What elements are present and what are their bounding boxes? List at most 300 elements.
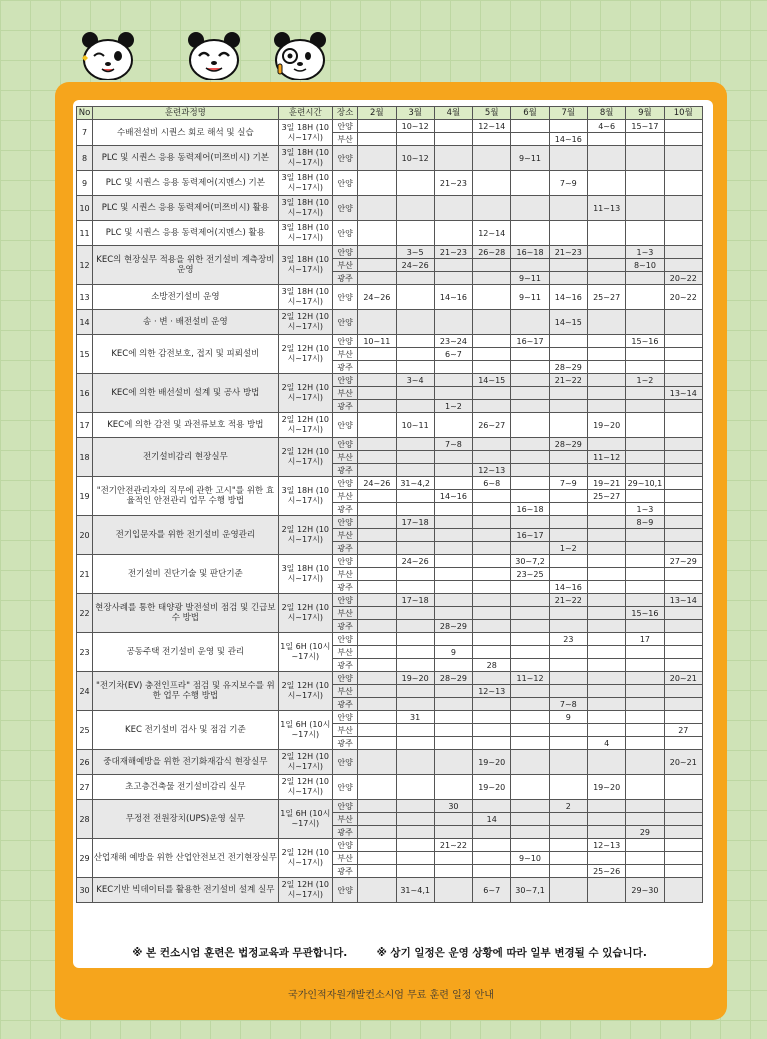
date-cell [358, 272, 396, 285]
date-cell: 19~20 [473, 775, 511, 800]
course-title: 송 · 변 · 배전설비 운영 [93, 310, 278, 335]
date-cell [434, 685, 472, 698]
date-cell: 3~5 [396, 246, 434, 259]
date-cell: 6~7 [473, 878, 511, 903]
table-row [77, 413, 703, 438]
date-cell [396, 221, 434, 246]
date-cell: 28~29 [434, 620, 472, 633]
date-cell [587, 581, 625, 594]
course-number: 17 [77, 413, 93, 438]
date-cell: 6~7 [434, 348, 472, 361]
course-title: PLC 및 시퀀스 응용 동력제어(미쯔비시) 기본 [93, 146, 278, 171]
date-cell: 23 [549, 633, 587, 646]
date-cell [396, 133, 434, 146]
course-number: 9 [77, 171, 93, 196]
date-cell: 29~30 [626, 878, 664, 903]
date-cell [358, 438, 396, 451]
table-row [77, 374, 703, 387]
course-hours: 3일 18H (10시~17시) [278, 477, 332, 516]
date-cell [626, 711, 664, 724]
date-cell: 20~21 [664, 672, 702, 685]
location-cell: 안양 [333, 477, 358, 490]
date-cell [664, 698, 702, 711]
date-cell: 8~9 [626, 516, 664, 529]
date-cell [358, 490, 396, 503]
course-title: 소방전기설비 운영 [93, 285, 278, 310]
table-row [77, 800, 703, 813]
date-cell [358, 374, 396, 387]
date-cell [434, 737, 472, 750]
table-body [77, 120, 703, 903]
table-row [77, 672, 703, 685]
date-cell [434, 659, 472, 672]
date-cell [587, 400, 625, 413]
course-title: "전기안전관리자의 직무에 관한 고시"를 위한 효율적인 안전관리 업무 수행 방법 [93, 477, 278, 516]
date-cell [358, 171, 396, 196]
smiling-panda-icon [186, 28, 242, 80]
date-cell [587, 711, 625, 724]
date-cell [587, 685, 625, 698]
date-cell [473, 146, 511, 171]
date-cell: 20~22 [664, 272, 702, 285]
date-cell [473, 310, 511, 335]
course-title: "전기차(EV) 충전인프라" 점검 및 유지보수를 위한 업무 수행 방법 [93, 672, 278, 711]
table-row [77, 171, 703, 196]
course-number: 11 [77, 221, 93, 246]
date-cell [396, 800, 434, 813]
date-cell [549, 272, 587, 285]
date-cell [511, 361, 549, 374]
course-number: 20 [77, 516, 93, 555]
date-cell: 10~12 [396, 120, 434, 133]
location-cell: 광주 [333, 503, 358, 516]
column-header: 6월 [511, 107, 549, 120]
location-cell: 부산 [333, 387, 358, 400]
date-cell [358, 451, 396, 464]
date-cell [511, 490, 549, 503]
date-cell [664, 839, 702, 852]
table-row [77, 285, 703, 310]
date-cell [511, 477, 549, 490]
table-header-row [77, 107, 703, 120]
date-cell: 21~23 [434, 171, 472, 196]
training-schedule-table [76, 106, 703, 903]
date-cell [511, 348, 549, 361]
date-cell [664, 503, 702, 516]
column-header: 9월 [626, 107, 664, 120]
date-cell: 14~16 [434, 285, 472, 310]
date-cell [434, 477, 472, 490]
date-cell [434, 581, 472, 594]
date-cell [549, 826, 587, 839]
date-cell [626, 594, 664, 607]
date-cell [549, 221, 587, 246]
date-cell [511, 698, 549, 711]
date-cell [358, 133, 396, 146]
date-cell: 27~29 [664, 555, 702, 568]
date-cell: 15~16 [626, 607, 664, 620]
date-cell [664, 361, 702, 374]
course-number: 8 [77, 146, 93, 171]
date-cell [626, 659, 664, 672]
date-cell [358, 310, 396, 335]
date-cell: 28~29 [434, 672, 472, 685]
course-number: 13 [77, 285, 93, 310]
location-cell: 안양 [333, 146, 358, 171]
date-cell [626, 865, 664, 878]
location-cell: 안양 [333, 196, 358, 221]
date-cell [664, 516, 702, 529]
date-cell [434, 865, 472, 878]
date-cell [664, 659, 702, 672]
location-cell: 안양 [333, 335, 358, 348]
date-cell [511, 800, 549, 813]
location-cell: 안양 [333, 711, 358, 724]
course-title: KEC기반 빅데이터를 활용한 전기설비 설계 실무 [93, 878, 278, 903]
date-cell [664, 737, 702, 750]
location-cell: 안양 [333, 516, 358, 529]
date-cell [473, 594, 511, 607]
date-cell [587, 310, 625, 335]
table-row [77, 438, 703, 451]
date-cell [473, 581, 511, 594]
date-cell [358, 865, 396, 878]
date-cell [396, 750, 434, 775]
table-row [77, 878, 703, 903]
date-cell [626, 568, 664, 581]
date-cell [664, 246, 702, 259]
date-cell [396, 659, 434, 672]
date-cell [626, 285, 664, 310]
date-cell [473, 133, 511, 146]
date-cell [396, 737, 434, 750]
date-cell [434, 272, 472, 285]
table-row [77, 335, 703, 348]
date-cell [511, 607, 549, 620]
date-cell: 13~14 [664, 387, 702, 400]
location-cell: 광주 [333, 581, 358, 594]
date-cell [511, 775, 549, 800]
date-cell: 24~26 [358, 477, 396, 490]
date-cell [473, 529, 511, 542]
date-cell [473, 490, 511, 503]
date-cell [358, 633, 396, 646]
date-cell [587, 620, 625, 633]
course-title: KEC에 의한 감전보호, 접지 및 피뢰설비 [93, 335, 278, 374]
date-cell [511, 310, 549, 335]
date-cell: 29~10,1 [627, 478, 663, 488]
date-cell [358, 852, 396, 865]
date-cell [396, 387, 434, 400]
date-cell [473, 698, 511, 711]
course-title: 초고층건축물 전기설비감리 실무 [93, 775, 278, 800]
date-cell [396, 285, 434, 310]
table-row [77, 146, 703, 171]
date-cell [434, 878, 472, 903]
table-row [77, 750, 703, 775]
date-cell [358, 581, 396, 594]
date-cell: 12~14 [473, 120, 511, 133]
date-cell [549, 146, 587, 171]
date-cell [511, 542, 549, 555]
date-cell [664, 607, 702, 620]
date-cell: 20~22 [664, 285, 702, 310]
date-cell [434, 146, 472, 171]
date-cell: 31~4,1 [396, 878, 434, 903]
location-cell: 부산 [333, 259, 358, 272]
date-cell: 10~11 [358, 335, 396, 348]
date-cell: 30 [434, 800, 472, 813]
date-cell [511, 711, 549, 724]
date-cell [587, 659, 625, 672]
date-cell [626, 464, 664, 477]
date-cell [396, 826, 434, 839]
date-cell [473, 348, 511, 361]
course-hours: 3일 18H (10시~17시) [278, 146, 332, 171]
date-cell: 12~13 [473, 685, 511, 698]
date-cell: 19~20 [396, 672, 434, 685]
course-hours: 2일 12H (10시~17시) [278, 839, 332, 878]
date-cell [473, 633, 511, 646]
date-cell [664, 800, 702, 813]
date-cell [396, 542, 434, 555]
date-cell [587, 646, 625, 659]
table-row [77, 221, 703, 246]
date-cell [549, 451, 587, 464]
location-cell: 광주 [333, 400, 358, 413]
date-cell [549, 555, 587, 568]
course-hours: 2일 12H (10시~17시) [278, 750, 332, 775]
date-cell [664, 542, 702, 555]
date-cell [664, 171, 702, 196]
location-cell: 안양 [333, 633, 358, 646]
date-cell [511, 413, 549, 438]
date-cell [511, 826, 549, 839]
date-cell: 21~22 [549, 374, 587, 387]
date-cell [473, 568, 511, 581]
date-cell [434, 516, 472, 529]
course-number: 26 [77, 750, 93, 775]
date-cell [549, 196, 587, 221]
date-cell [396, 581, 434, 594]
date-cell [473, 555, 511, 568]
date-cell: 26~27 [473, 413, 511, 438]
winking-panda-icon [80, 28, 136, 80]
date-cell [626, 387, 664, 400]
date-cell [473, 737, 511, 750]
location-cell: 광주 [333, 620, 358, 633]
date-cell [664, 464, 702, 477]
table-row [77, 246, 703, 259]
course-title: 현장사례를 통한 태양광 발전설비 점검 및 긴급보수 방법 [93, 594, 278, 633]
date-cell [434, 529, 472, 542]
date-cell [358, 659, 396, 672]
date-cell: 7~8 [434, 438, 472, 451]
date-cell: 23~25 [511, 568, 549, 581]
date-cell: 1~3 [626, 246, 664, 259]
location-cell: 안양 [333, 775, 358, 800]
date-cell [587, 464, 625, 477]
date-cell [358, 620, 396, 633]
date-cell [396, 865, 434, 878]
location-cell: 안양 [333, 878, 358, 903]
date-cell [549, 685, 587, 698]
date-cell [511, 633, 549, 646]
date-cell [358, 413, 396, 438]
date-cell: 24~26 [396, 555, 434, 568]
date-cell [396, 813, 434, 826]
location-cell: 안양 [333, 374, 358, 387]
course-number: 29 [77, 839, 93, 878]
date-cell [434, 698, 472, 711]
date-cell: 19~21 [587, 477, 625, 490]
date-cell [473, 646, 511, 659]
course-hours: 2일 12H (10시~17시) [278, 374, 332, 413]
date-cell [358, 568, 396, 581]
date-cell: 9~11 [511, 272, 549, 285]
course-hours: 3일 18H (10시~17시) [278, 555, 332, 594]
course-hours: 2일 12H (10시~17시) [278, 438, 332, 477]
date-cell [511, 451, 549, 464]
date-cell [396, 568, 434, 581]
date-cell [549, 737, 587, 750]
date-cell [396, 503, 434, 516]
date-cell [549, 672, 587, 685]
date-cell [434, 310, 472, 335]
course-number: 23 [77, 633, 93, 672]
date-cell [511, 387, 549, 400]
column-header: 훈련과정명 [93, 107, 278, 120]
date-cell [434, 464, 472, 477]
table-row [77, 310, 703, 335]
column-header: 훈련시간 [278, 107, 332, 120]
date-cell [396, 852, 434, 865]
date-cell [549, 750, 587, 775]
date-cell [434, 387, 472, 400]
date-cell [511, 221, 549, 246]
date-cell [358, 146, 396, 171]
date-cell [549, 400, 587, 413]
date-cell: 11~13 [587, 196, 625, 221]
course-hours: 2일 12H (10시~17시) [278, 413, 332, 438]
course-title: KEC에 의한 배선설비 설계 및 공사 방법 [93, 374, 278, 413]
course-number: 28 [77, 800, 93, 839]
date-cell [664, 451, 702, 464]
location-cell: 광주 [333, 826, 358, 839]
date-cell [549, 852, 587, 865]
date-cell: 19~20 [473, 750, 511, 775]
location-cell: 부산 [333, 348, 358, 361]
date-cell [473, 171, 511, 196]
date-cell [587, 542, 625, 555]
date-cell [626, 529, 664, 542]
course-title: 전기설비감리 현장실무 [93, 438, 278, 477]
date-cell [434, 196, 472, 221]
date-cell: 14~15 [473, 374, 511, 387]
date-cell [587, 529, 625, 542]
date-cell [473, 800, 511, 813]
date-cell [511, 659, 549, 672]
date-cell [664, 813, 702, 826]
date-cell [396, 361, 434, 374]
date-cell: 11~12 [587, 451, 625, 464]
column-header: 8월 [587, 107, 625, 120]
magnifier-panda-icon [272, 28, 328, 80]
course-hours: 1일 6H (10시~17시) [278, 800, 332, 839]
date-cell [434, 775, 472, 800]
date-cell [549, 120, 587, 133]
date-cell [549, 865, 587, 878]
date-cell [587, 503, 625, 516]
date-cell [626, 555, 664, 568]
date-cell [396, 685, 434, 698]
date-cell [626, 438, 664, 451]
date-cell [587, 246, 625, 259]
course-hours: 3일 18H (10시~17시) [278, 246, 332, 285]
date-cell [396, 607, 434, 620]
date-cell [358, 464, 396, 477]
date-cell: 30~7,2 [511, 555, 549, 568]
date-cell [358, 750, 396, 775]
date-cell [473, 259, 511, 272]
course-hours: 2일 12H (10시~17시) [278, 516, 332, 555]
course-number: 21 [77, 555, 93, 594]
date-cell [473, 852, 511, 865]
date-cell [511, 737, 549, 750]
date-cell [664, 711, 702, 724]
date-cell: 17~18 [396, 594, 434, 607]
date-cell: 24~26 [358, 285, 396, 310]
location-cell: 광주 [333, 659, 358, 672]
date-cell [511, 813, 549, 826]
date-cell [664, 146, 702, 171]
date-cell [358, 259, 396, 272]
date-cell [626, 542, 664, 555]
location-cell: 부산 [333, 685, 358, 698]
date-cell [587, 516, 625, 529]
location-cell: 안양 [333, 246, 358, 259]
date-cell [587, 272, 625, 285]
location-cell: 부산 [333, 490, 358, 503]
date-cell [587, 750, 625, 775]
date-cell [587, 555, 625, 568]
date-cell [396, 272, 434, 285]
date-cell [664, 646, 702, 659]
table-row [77, 196, 703, 221]
date-cell [549, 259, 587, 272]
date-cell [626, 800, 664, 813]
course-number: 12 [77, 246, 93, 285]
date-cell [358, 737, 396, 750]
location-cell: 안양 [333, 672, 358, 685]
date-cell [434, 259, 472, 272]
date-cell: 7~8 [549, 698, 587, 711]
date-cell [396, 464, 434, 477]
date-cell: 19~20 [587, 775, 625, 800]
date-cell [396, 620, 434, 633]
date-cell: 25~27 [587, 490, 625, 503]
date-cell [549, 529, 587, 542]
date-cell [511, 171, 549, 196]
table-row [77, 839, 703, 852]
date-cell: 2 [549, 800, 587, 813]
location-cell: 광주 [333, 865, 358, 878]
date-cell [626, 737, 664, 750]
location-cell: 부산 [333, 529, 358, 542]
course-number: 27 [77, 775, 93, 800]
date-cell [473, 826, 511, 839]
date-cell [511, 646, 549, 659]
